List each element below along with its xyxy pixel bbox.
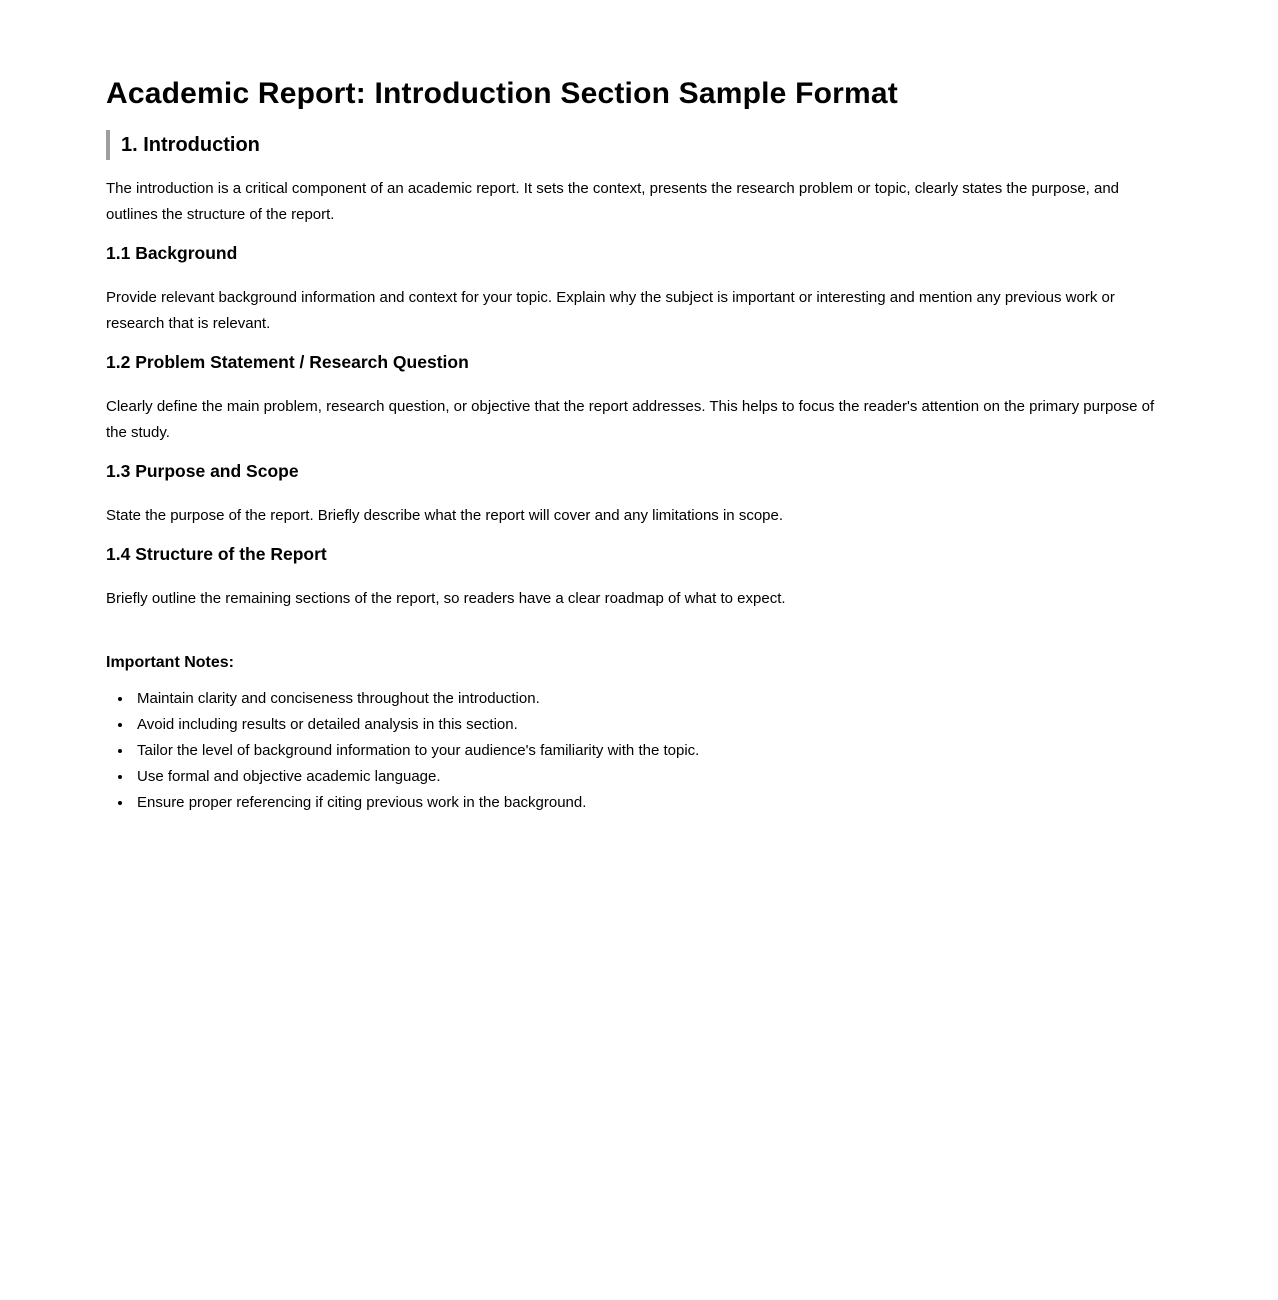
document-page (106, 0, 1172, 816)
subsection-heading-purpose-scope: 1.3 Purpose and Scope (106, 461, 299, 481)
subsection-body-purpose-scope: State the purpose of the report. Briefly describe what the report will cover and any limitations in scope. (106, 507, 784, 524)
important-notes-label: Important Notes: (106, 654, 234, 671)
list-item: • Tailor the level of background information to your audience's familiarity with the topic. (133, 738, 1172, 764)
subsection-heading-structure: 1.4 Structure of the Report (106, 544, 327, 564)
list-item: • Use formal and objective academic language. (133, 764, 1172, 790)
subsection-body-structure: Briefly outline the remaining sections of the report, so readers have a clear roadmap of what to expect. (106, 590, 786, 607)
document-title: Academic Report: Introduction Section Sample Format (106, 77, 898, 110)
subsection-body-background: Provide relevant background information and context for your topic. Explain why the subject is important or interesting and mention any previous work or research that is relevant. (106, 289, 1115, 332)
intro-paragraph: The introduction is a critical component of an academic report. It sets the context, presents the research problem or topic, clearly states the purpose, and outlines the structure of the report. (106, 180, 1120, 223)
list-item: • Maintain clarity and conciseness throughout the introduction. (133, 686, 1172, 712)
subsection-heading-problem-statement: 1.2 Problem Statement / Research Question (106, 352, 469, 372)
list-item: • Ensure proper referencing if citing previous work in the background. (133, 790, 1172, 816)
subsection-heading-background: 1.1 Background (106, 243, 238, 263)
section-heading-introduction: 1. Introduction (106, 130, 1172, 160)
list-item: • Avoid including results or detailed analysis in this section. (133, 712, 1172, 738)
subsection-body-problem-statement: Clearly define the main problem, research question, or objective that the report addresses. This helps to focus the reader's attention on the primary purpose of the study. (106, 398, 1155, 441)
notes-list (106, 686, 1172, 816)
